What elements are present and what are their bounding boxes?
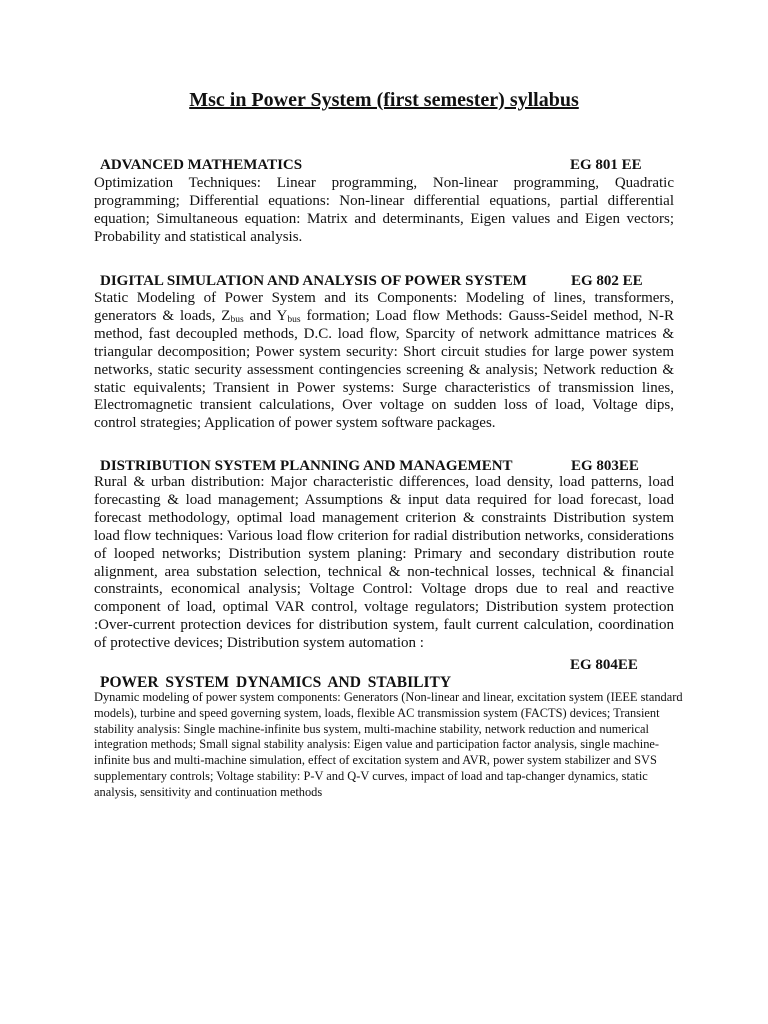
- course-description-power-system-dynamics: Dynamic modeling of power system components: Generators (Non-linear and linear, excitation system (IEEE standard models), turbine and speed governing system, loads, flexible AC transmission system (FACTS) devices; Transient stability analysis: Single machine-infinite bus system, multi-machine stability, network reduction and numerical integration methods; Small signal stability analysis: Eigen value and participation factor analysis, single machine-infinite bus and multi-machine simulation, effect of excitation system and AVR, power system stabilizer and SVS supplementary controls; Voltage stability: P-V and Q-V curves, impact of load and tap-changer dynamics, static analysis, sensitivity and continuation methods: [94, 690, 683, 799]
- course-description-advanced-mathematics: Optimization Techniques: Linear programming, Non-linear programming, Quadratic programming; Differential equations: Non-linear differential equations, partial differential equation; Simultaneous equation: Matrix and determinants, Eigen values and Eigen vectors; Probability and statistical analysis.: [94, 175, 674, 245]
- course-title-distribution-system: DISTRIBUTION SYSTEM PLANNING AND MANAGEMENT: [100, 458, 513, 474]
- course-description-digital-simulation: Static Modeling of Power System and its Components: Modeling of lines, transformers, generators & loads, $Z_{bus}$ and $Y_{bus}$ formation; Load flow Methods: Gauss-Seidel method, N-R method, fast decoupled methods, D.C. load flow, Sparcity of network admittance matrices & triangular decomposition; Power system security: Short circuit studies for large power system networks, static security assessment contingencies screening & analysis; Network reduction & static equivalents; Transient in Power systems: Surge characteristics of transmission lines, Electromagnetic transient calculations, Over voltage on sudden loss of load, Voltage dips, control strategies; Application of power system software packages.: [94, 290, 675, 432]
- course-title-advanced-mathematics: ADVANCED MATHEMATICS: [100, 157, 303, 173]
- course-description-distribution-system: Rural & urban distribution: Major characteristic differences, load density, load patterns, load forecasting & load management; Assumptions & input data required for load forecast, load forecast methodology, optimal load management criterion & constraints Distribution system load flow techniques: Various load flow criterion for radial distribution networks, considerations of looped networks; Distribution system planing: Primary and secondary distribution route alignment, area substation selection, technical & non-technical losses, technical & financial constraints, economical analysis; Voltage Control: Voltage drops due to real and reactive component of load, optimal VAR control, voltage regulators; Distribution system protection :Over-current protection devices for distribution system, fault current calculation, coordination of protective devices; Distribution system automation :: [94, 474, 674, 652]
- course-title-digital-simulation: DIGITAL SIMULATION AND ANALYSIS OF POWER SYSTEM: [100, 273, 527, 289]
- course-code-eg803: EG 803EE: [571, 458, 639, 474]
- course-code-eg802: EG 802 EE: [571, 273, 643, 289]
- course-code-eg801: EG 801 EE: [570, 157, 642, 173]
- course-title-power-system-dynamics: POWER SYSTEM DYNAMICS AND STABILITY: [100, 674, 452, 691]
- page-title: Msc in Power System (first semester) syllabus: [189, 89, 579, 111]
- course-code-eg804: EG 804EE: [570, 657, 638, 673]
